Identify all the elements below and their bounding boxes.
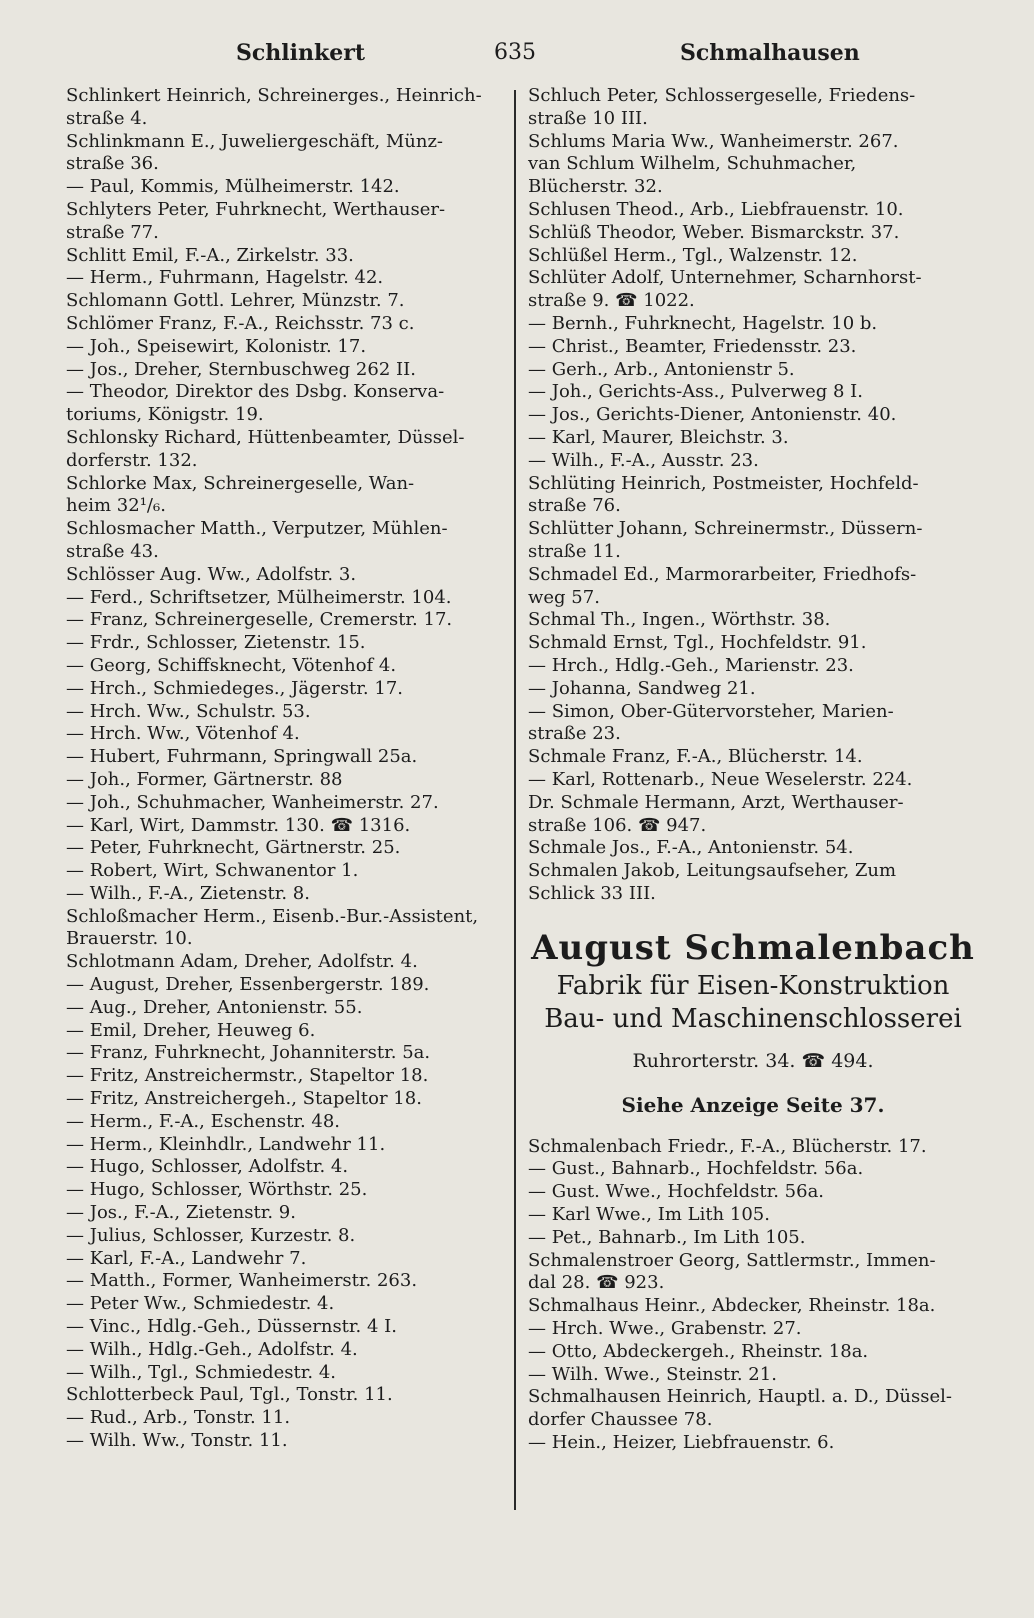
directory-entry: straße 10 III. <box>528 107 648 129</box>
directory-entry: Schmalen Jakob, Leitungsaufseher, Zum <box>528 860 897 882</box>
directory-entry: Schloßmacher Herm., Eisenb.-Bur.-Assistent, <box>66 905 479 927</box>
directory-entry: — Karl, Rottenarb., Neue Weselerstr. 224. <box>528 768 913 790</box>
ad-address: Ruhrorterstr. 34. ☎ 494. <box>632 1049 874 1072</box>
directory-entry: straße 4. <box>66 107 148 129</box>
directory-entry: — Hubert, Fuhrmann, Springwall 25a. <box>66 746 418 768</box>
directory-entry: Schlömer Franz, F.-A., Reichsstr. 73 c. <box>66 312 415 334</box>
directory-entry: heim 32¹/₆. <box>66 495 166 517</box>
directory-entry: straße 23. <box>528 723 621 745</box>
directory-entry: toriums, Königstr. 19. <box>66 404 264 426</box>
directory-entry: — Matth., Former, Wanheimerstr. 263. <box>66 1270 418 1292</box>
directory-entry: Schlüß Theodor, Weber. Bismarckstr. 37. <box>528 221 900 243</box>
directory-entry: Schlitt Emil, F.-A., Zirkelstr. 33. <box>66 244 354 266</box>
ad-note: Siehe Anzeige Seite 37. <box>621 1092 885 1117</box>
directory-entry: — Hrch. Ww., Schulstr. 53. <box>66 700 311 722</box>
directory-entry: — Wilh., F.-A., Ausstr. 23. <box>528 449 759 471</box>
directory-entry: — Hugo, Schlosser, Wörthstr. 25. <box>66 1179 368 1201</box>
directory-entry: Schmalenbach Friedr., F.-A., Blücherstr. 17. <box>528 1135 927 1157</box>
directory-entry: — Wilh. Wwe., Steinstr. 21. <box>528 1363 777 1385</box>
directory-entry: Schmalenstroer Georg, Sattlermstr., Immen- <box>528 1249 936 1271</box>
directory-entry: — Herm., F.-A., Eschenstr. 48. <box>66 1110 341 1132</box>
directory-entry: — Franz, Schreinergeselle, Cremerstr. 17. <box>66 609 453 631</box>
directory-entry: — Karl, F.-A., Landwehr 7. <box>66 1247 307 1269</box>
directory-entry: — Emil, Dreher, Heuweg 6. <box>66 1019 316 1041</box>
directory-entry: straße 11. <box>528 540 621 562</box>
directory-entry: — Pet., Bahnarb., Im Lith 105. <box>528 1226 806 1248</box>
directory-entry: straße 43. <box>66 540 159 562</box>
directory-entry: Schmalhausen Heinrich, Hauptl. a. D., Düssel- <box>528 1386 952 1408</box>
directory-entry: — Herm., Kleinhdlr., Landwehr 11. <box>66 1133 386 1155</box>
directory-entry: — Herm., Fuhrmann, Hagelstr. 42. <box>66 267 384 289</box>
directory-entry: — Rud., Arb., Tonstr. 11. <box>66 1407 291 1429</box>
directory-entry: — Franz, Fuhrknecht, Johanniterstr. 5a. <box>66 1042 431 1064</box>
directory-entry: Schlotterbeck Paul, Tgl., Tonstr. 11. <box>66 1384 393 1406</box>
directory-entry: Schlüting Heinrich, Postmeister, Hochfeld- <box>528 472 919 494</box>
directory-entry: Schmald Ernst, Tgl., Hochfeldstr. 91. <box>528 632 867 654</box>
directory-entry: — Robert, Wirt, Schwanentor 1. <box>66 860 359 882</box>
header-left-keyword: Schlinkert <box>236 40 365 66</box>
page-header <box>60 40 974 74</box>
directory-entry: — Joh., Schuhmacher, Wanheimerstr. 27. <box>66 791 439 813</box>
directory-entry: — Wilh., Hdlg.-Geh., Adolfstr. 4. <box>66 1338 358 1360</box>
directory-entry: Schmadel Ed., Marmorarbeiter, Friedhofs- <box>528 563 917 585</box>
directory-entry: — Gust., Bahnarb., Hochfeldstr. 56a. <box>528 1158 864 1180</box>
directory-entry: — Wilh., F.-A., Zietenstr. 8. <box>66 882 310 904</box>
directory-entry: — Fritz, Anstreichergeh., Stapeltor 18. <box>66 1088 422 1110</box>
ad-title: August Schmalenbach <box>531 927 975 968</box>
directory-entry: — Julius, Schlosser, Kurzestr. 8. <box>66 1224 356 1246</box>
directory-entry: — Georg, Schiffsknecht, Vötenhof 4. <box>66 654 397 676</box>
directory-entry: — Hrch. Ww., Vötenhof 4. <box>66 723 300 745</box>
directory-entry: Schlyters Peter, Fuhrknecht, Werthauser- <box>66 198 446 220</box>
directory-entry: — Karl Wwe., Im Lith 105. <box>528 1204 770 1226</box>
directory-entry: dorferstr. 132. <box>66 449 198 471</box>
directory-entry: — Hrch., Schmiedeges., Jägerstr. 17. <box>66 677 403 699</box>
right-column-top-entries <box>528 85 978 906</box>
directory-entry: Schlotmann Adam, Dreher, Adolfstr. 4. <box>66 951 418 973</box>
directory-entry: — Karl, Maurer, Bleichstr. 3. <box>528 426 789 448</box>
directory-entry: — Fritz, Anstreichermstr., Stapeltor 18. <box>66 1065 429 1087</box>
directory-entry: straße 76. <box>528 495 621 517</box>
directory-entry: dorfer Chaussee 78. <box>528 1409 713 1431</box>
directory-entry: Brauerstr. 10. <box>66 928 193 950</box>
directory-entry: Schlomann Gottl. Lehrer, Münzstr. 7. <box>66 290 405 312</box>
directory-entry: Schlusen Theod., Arb., Liebfrauenstr. 10. <box>528 198 904 220</box>
directory-entry: — Hugo, Schlosser, Adolfstr. 4. <box>66 1156 349 1178</box>
directory-entry: Schmalhaus Heinr., Abdecker, Rheinstr. 18a. <box>528 1295 936 1317</box>
directory-entry: — Gerh., Arb., Antonienstr 5. <box>528 358 795 380</box>
directory-entry: straße 106. ☎ 947. <box>528 814 707 836</box>
directory-entry: Schlinkert Heinrich, Schreinerges., Heinrich- <box>66 85 482 106</box>
directory-entry: straße 9. ☎ 1022. <box>528 290 695 312</box>
directory-entry: Schlorke Max, Schreinergeselle, Wan- <box>66 472 415 494</box>
directory-entry: — Frdr., Schlosser, Zietenstr. 15. <box>66 632 366 654</box>
ad-line-1: Fabrik für Eisen-Konstruktion <box>556 970 950 1001</box>
directory-entry: Schlüßel Herm., Tgl., Walzenstr. 12. <box>528 244 858 266</box>
directory-entry: Schlums Maria Ww., Wanheimerstr. 267. <box>528 130 899 152</box>
directory-entry: — Peter, Fuhrknecht, Gärtnerstr. 25. <box>66 837 401 859</box>
directory-entry: Schmal Th., Ingen., Wörthstr. 38. <box>528 609 831 631</box>
directory-entry: — Peter Ww., Schmiedestr. 4. <box>66 1293 335 1315</box>
header-right-keyword: Schmalhausen <box>680 40 860 66</box>
directory-entry: — Hein., Heizer, Liebfrauenstr. 6. <box>528 1432 835 1454</box>
directory-entry: — Christ., Beamter, Friedensstr. 23. <box>528 335 857 357</box>
directory-entry: — Wilh., Tgl., Schmiedestr. 4. <box>66 1361 336 1383</box>
directory-entry: — Simon, Ober-Gütervorsteher, Marien- <box>528 700 894 722</box>
directory-entry: — Otto, Abdeckergeh., Rheinstr. 18a. <box>528 1340 869 1362</box>
right-column-bottom-entries <box>528 1136 978 1455</box>
directory-entry: van Schlum Wilhelm, Schuhmacher, <box>528 153 857 175</box>
directory-entry: Schlütter Johann, Schreinermstr., Düssern- <box>528 518 923 540</box>
directory-entry: — Bernh., Fuhrknecht, Hagelstr. 10 b. <box>528 312 878 334</box>
directory-entry: weg 57. <box>528 586 600 608</box>
page-number: 635 <box>494 40 536 65</box>
directory-entry: — Joh., Gerichts-Ass., Pulverweg 8 I. <box>528 381 863 403</box>
directory-entry: — Jos., F.-A., Zietenstr. 9. <box>66 1202 296 1224</box>
directory-entry: straße 77. <box>66 221 159 243</box>
directory-entry: — Aug., Dreher, Antonienstr. 55. <box>66 996 363 1018</box>
directory-entry: Blücherstr. 32. <box>528 176 663 198</box>
directory-entry: Schlüter Adolf, Unternehmer, Scharnhorst- <box>528 267 922 289</box>
column-divider <box>514 90 516 1510</box>
directory-entry: — Joh., Speisewirt, Kolonistr. 17. <box>66 335 367 357</box>
directory-entry: Schlinkmann E., Juweliergeschäft, Münz- <box>66 130 444 152</box>
right-column <box>528 85 978 1455</box>
directory-entry: — Wilh. Ww., Tonstr. 11. <box>66 1430 288 1452</box>
directory-entry: — Vinc., Hdlg.-Geh., Düssernstr. 4 I. <box>66 1316 397 1338</box>
directory-entry: — Ferd., Schriftsetzer, Mülheimerstr. 104. <box>66 586 452 608</box>
directory-entry: — Hrch., Hdlg.-Geh., Marienstr. 23. <box>528 654 854 676</box>
directory-entry: straße 36. <box>66 153 159 175</box>
directory-entry: — Theodor, Direktor des Dsbg. Konserva- <box>66 381 445 403</box>
directory-entry: — Joh., Former, Gärtnerstr. 88 <box>66 768 343 790</box>
directory-entry: — Jos., Dreher, Sternbuschweg 262 II. <box>66 358 416 380</box>
directory-entry: — Paul, Kommis, Mülheimerstr. 142. <box>66 176 400 198</box>
directory-entry: Schluch Peter, Schlossergeselle, Friedens- <box>528 85 916 106</box>
directory-entry: — Gust. Wwe., Hochfeldstr. 56a. <box>528 1181 825 1203</box>
directory-entry: — August, Dreher, Essenbergerstr. 189. <box>66 974 430 996</box>
advertisement <box>528 926 978 1122</box>
left-column <box>66 85 506 1453</box>
directory-entry: dal 28. ☎ 923. <box>528 1272 665 1294</box>
directory-entry: Schmale Jos., F.-A., Antonienstr. 54. <box>528 837 854 859</box>
directory-entry: Schmale Franz, F.-A., Blücherstr. 14. <box>528 746 863 768</box>
directory-entry: Schlonsky Richard, Hüttenbeamter, Düssel- <box>66 426 465 448</box>
directory-entry: — Hrch. Wwe., Grabenstr. 27. <box>528 1318 802 1340</box>
directory-entry: — Johanna, Sandweg 21. <box>528 677 756 699</box>
directory-entry: Dr. Schmale Hermann, Arzt, Werthauser- <box>528 791 904 813</box>
ad-line-2: Bau- und Maschinenschlosserei <box>544 1003 962 1034</box>
directory-entry: Schlick 33 III. <box>528 882 656 904</box>
directory-entry: Schlosmacher Matth., Verputzer, Mühlen- <box>66 518 448 540</box>
directory-entry: — Karl, Wirt, Dammstr. 130. ☎ 1316. <box>66 814 411 836</box>
directory-entry: Schlösser Aug. Ww., Adolfstr. 3. <box>66 563 357 585</box>
directory-entry: — Jos., Gerichts-Diener, Antonienstr. 40. <box>528 404 897 426</box>
